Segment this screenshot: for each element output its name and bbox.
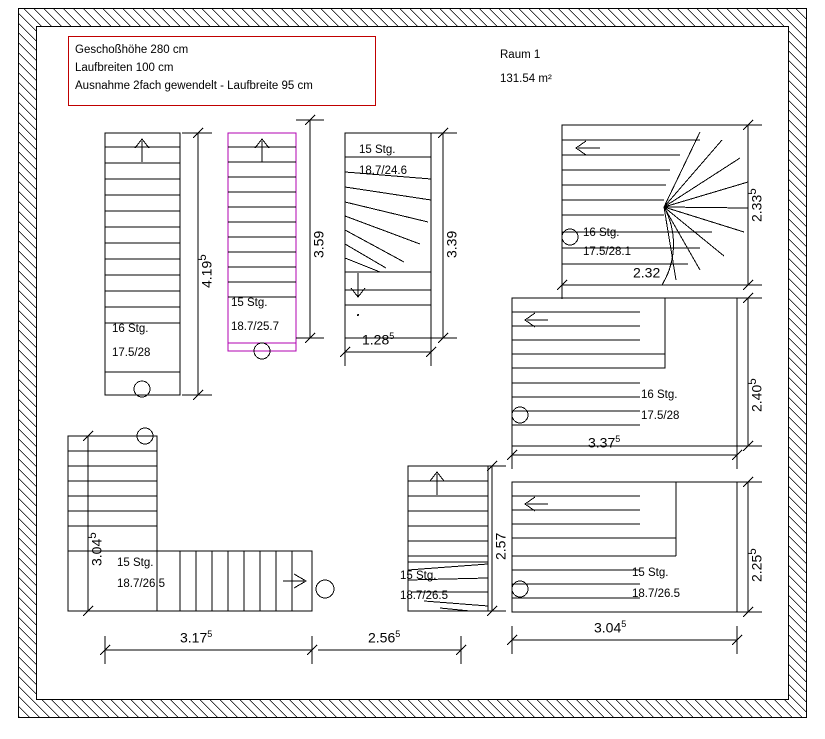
note-line-1: Geschoßhöhe 280 cm (75, 44, 189, 56)
dim-419-label: 4.19$^5$ (196, 254, 215, 288)
dim-317-label: 3.17$^5$ (180, 629, 213, 646)
stair-1-riserun: 17.5/28 (112, 347, 151, 359)
stair-7-riserun: 18.7/26.5 (400, 590, 448, 602)
dim-128-label: 1.28$^5$ (362, 331, 395, 348)
stair-3-riserun: 18.7/24.6 (359, 165, 407, 177)
notes-box (68, 36, 376, 106)
dim-337-label: 3.37$^5$ (588, 434, 621, 451)
stair-5-riserun: 17.5/28 (641, 410, 680, 422)
dim-256-label: 2.56$^5$ (368, 629, 401, 646)
dim-339-label: 3.39 (443, 230, 460, 258)
stair-2-steps: 15 Stg. (231, 297, 268, 309)
stair-8-steps: 15 Stg. (632, 567, 669, 579)
stair-6-riserun: 18.7/26.5 (117, 578, 165, 590)
stair-6-steps: 15 Stg. (117, 557, 154, 569)
stair-2-riserun: 18.7/25.7 (231, 321, 279, 333)
stair-3-steps: 15 Stg. (359, 144, 396, 156)
stair-7-steps: 15 Stg. (400, 570, 437, 582)
stair-4-riserun: 17.5/28.1 (583, 246, 631, 258)
room-name-label: Raum 1 (500, 49, 541, 61)
dim-257-label: 2.57 (492, 532, 509, 560)
note-line-3: Ausnahme 2fach gewendelt - Laufbreite 95 cm (75, 79, 313, 92)
note-line-2: Laufbreiten 100 cm (75, 61, 174, 74)
stair-4-steps: 16 Stg. (583, 227, 620, 239)
dim-240-label: 2.40$^5$ (746, 378, 765, 412)
dim-304-left-label: 3.04$^5$ (86, 532, 105, 566)
dim-359-label: 3.59 (310, 230, 327, 258)
dim-232-label: 2.32 (633, 264, 661, 281)
stair-5-steps: 16 Stg. (641, 389, 678, 401)
dim-225-label: 2.25$^5$ (746, 548, 765, 582)
stair-1-steps: 16 Stg. (112, 323, 149, 335)
dim-304-bottom-label: 3.04$^5$ (594, 619, 627, 636)
stair-8-riserun: 18.7/26.5 (632, 588, 680, 600)
room-area-label: 131.54 m² (500, 73, 552, 85)
dim-233-label: 2.33$^5$ (746, 188, 765, 222)
